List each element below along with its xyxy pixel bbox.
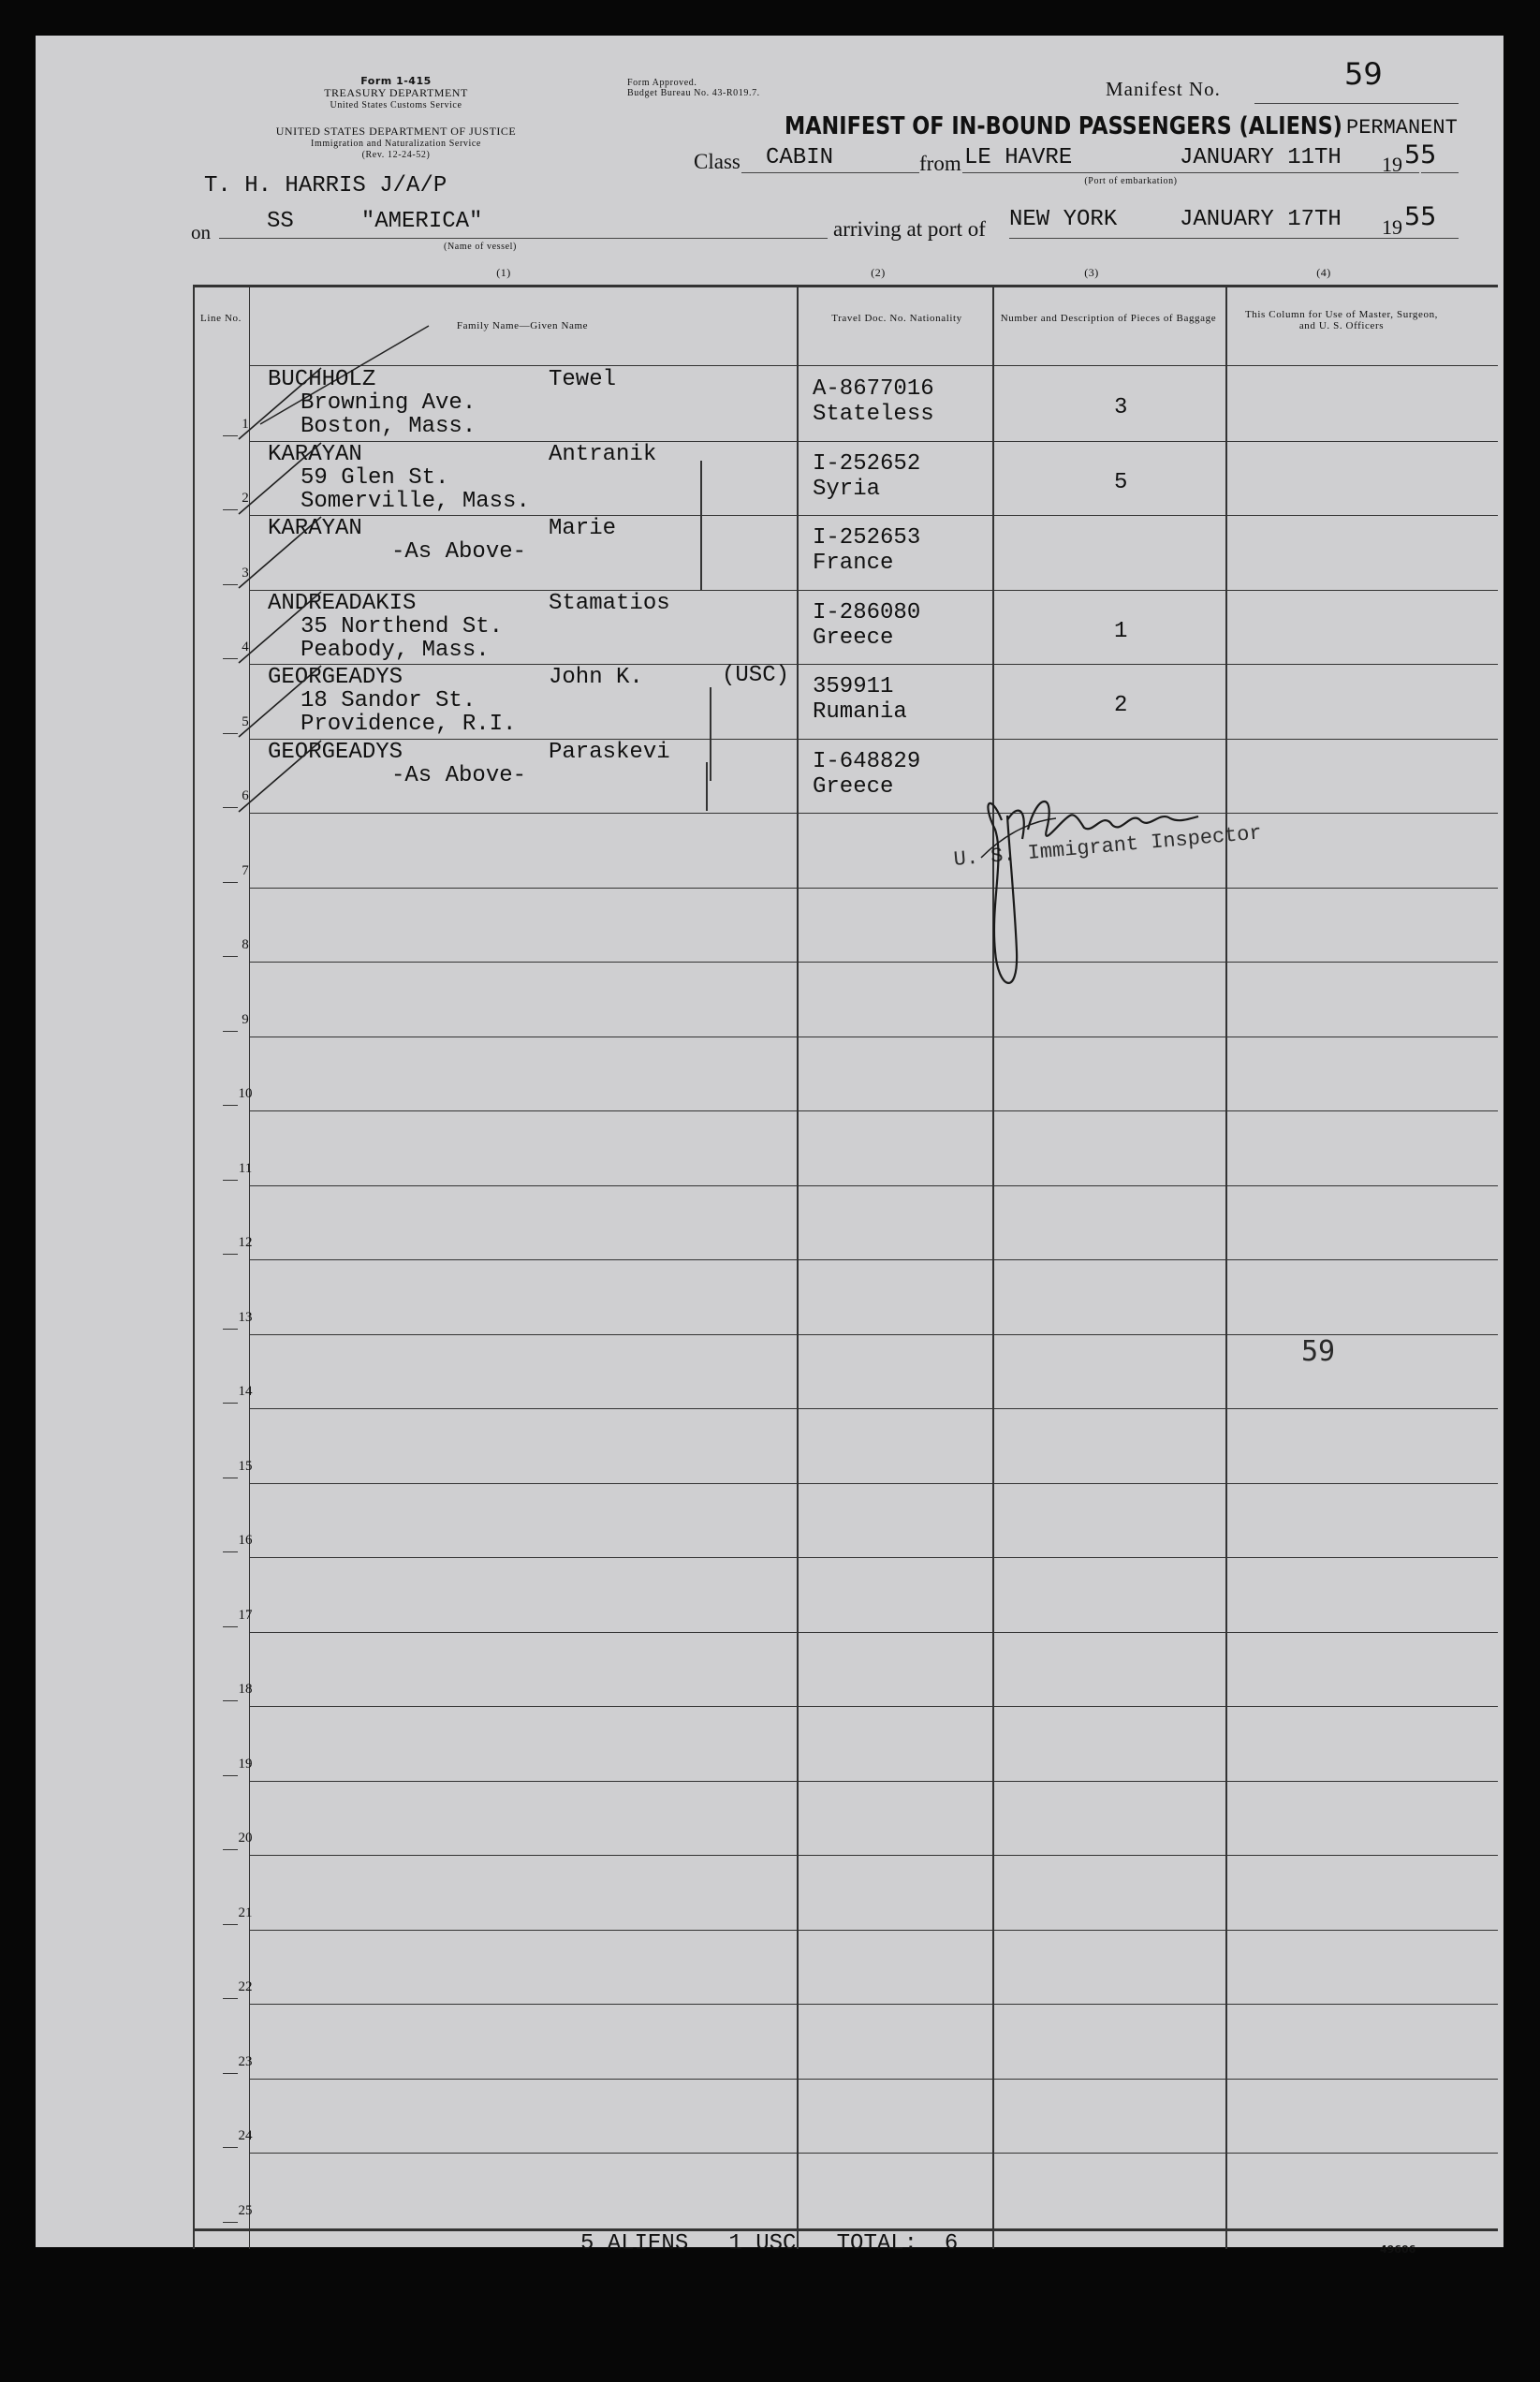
passenger-nationality: Greece (813, 625, 894, 651)
check-mark (227, 733, 330, 817)
passenger-baggage: 2 (1114, 693, 1128, 718)
justice-department: UNITED STATES DEPARTMENT OF JUSTICE (275, 125, 517, 138)
passenger-address-2: Boston, Mass. (301, 414, 477, 439)
family-bracket (700, 461, 702, 590)
class-value: CABIN (766, 145, 834, 170)
passenger-note: (USC) (722, 663, 790, 688)
row-rule (249, 441, 1498, 442)
arriving-label: arriving at port of (833, 217, 986, 241)
line-number: 16 (238, 1533, 253, 1548)
passenger-given-name: Tewel (549, 367, 617, 392)
arrival-year: 55 (1404, 202, 1437, 231)
check-mark-stroke (239, 592, 321, 663)
vessel-rule (219, 238, 828, 239)
passenger-address-1: Browning Ave. (301, 390, 477, 416)
line-tick (223, 2147, 238, 2148)
check-mark-stroke (239, 517, 321, 588)
column-number-1: (1) (496, 266, 511, 279)
row-rule (249, 739, 1498, 740)
row-rule (249, 2153, 1498, 2154)
stamp-number: 59 (1301, 1335, 1336, 1368)
row-rule (249, 1930, 1498, 1931)
arrival-port: NEW YORK (1009, 207, 1118, 232)
row-rule (249, 1408, 1498, 1409)
line-number: 11 (238, 1161, 253, 1176)
line-number: 2 (242, 491, 249, 506)
arrival-date: JANUARY 17TH (1180, 207, 1342, 232)
header-baggage: Number and Description of Pieces of Baggage (1000, 313, 1217, 324)
passenger-family-name: KARAYAN (268, 442, 362, 467)
row-rule (249, 2079, 1498, 2080)
line-tick (223, 1700, 238, 1701)
passenger-given-name: Antranik (549, 442, 657, 467)
passenger-doc-number: I-286080 (813, 600, 921, 625)
line-number: 9 (242, 1012, 249, 1027)
passenger-doc-number: I-252653 (813, 525, 921, 551)
manifest-no: 59 (1344, 56, 1383, 92)
header-family-name: Family Name—Given Name (456, 320, 589, 331)
baggage-column-divider (1225, 287, 1227, 2249)
manifest-no-rule (1254, 103, 1459, 104)
budget-bureau: Budget Bureau No. 43-R019.7. (627, 88, 760, 98)
line-tick (223, 1626, 238, 1627)
line-tick (223, 1180, 238, 1181)
line-number: 14 (238, 1384, 253, 1399)
table-top-border (193, 285, 1498, 287)
row-rule (249, 813, 1498, 814)
passenger-family-name: GEORGEADYS (268, 665, 403, 690)
passenger-nationality: Greece (813, 774, 894, 800)
embark-year: 55 (1404, 140, 1437, 169)
passenger-address-2: Somerville, Mass. (301, 489, 530, 514)
passenger-baggage: 1 (1114, 619, 1128, 644)
check-mark (227, 658, 330, 743)
column-number-4: (4) (1316, 266, 1331, 279)
row-rule (249, 1557, 1498, 1558)
row-rule (249, 1706, 1498, 1707)
line-number: 3 (242, 566, 249, 581)
inspector-title: U. S. Immigrant Inspector (952, 821, 1263, 873)
table-left-border (193, 285, 195, 2249)
family-bracket (706, 762, 708, 811)
line-number: 20 (238, 1831, 253, 1845)
check-mark-stroke (239, 666, 321, 737)
line-tick (223, 1031, 238, 1032)
passenger-address-1: -As Above- (391, 539, 527, 565)
from-value: LE HAVRE (964, 145, 1073, 170)
line-tick (223, 1924, 238, 1925)
class-label: Class (694, 150, 741, 173)
header-line-no: Line No. (200, 313, 242, 324)
line-number: 10 (238, 1086, 253, 1101)
line-tick (223, 1329, 238, 1330)
row-rule (249, 664, 1498, 665)
line-tick (223, 882, 238, 883)
doc-column-divider (992, 287, 994, 2249)
line-number: 4 (242, 640, 249, 654)
row-rule (249, 1855, 1498, 1856)
line-tick (223, 1998, 238, 1999)
line-number: 6 (242, 788, 249, 803)
manifest-no-label: Manifest No. (1106, 78, 1221, 100)
line-number: 7 (242, 863, 249, 878)
passenger-family-name: ANDREADAKIS (268, 591, 417, 616)
line-tick (223, 2222, 238, 2223)
row-rule (249, 515, 1498, 516)
passenger-doc-number: 359911 (813, 674, 894, 699)
footer-total: 5 ALIENS 1 USC TOTAL: 6 (580, 2231, 959, 2257)
line-number: 1 (242, 417, 249, 432)
passenger-address-2: Peabody, Mass. (301, 638, 490, 663)
passenger-address-1: 59 Glen St. (301, 465, 449, 491)
passenger-address-1: -As Above- (391, 763, 527, 788)
check-mark (227, 360, 330, 445)
line-number: 18 (238, 1682, 253, 1697)
passenger-nationality: Rumania (813, 699, 907, 725)
passenger-nationality: France (813, 551, 894, 576)
embark-date: JANUARY 11TH (1180, 145, 1342, 170)
check-mark-stroke (239, 368, 321, 439)
row-rule (249, 888, 1498, 889)
permanent-label: PERMANENT (1346, 116, 1458, 140)
line-number: 12 (238, 1235, 253, 1250)
passenger-address-1: 35 Northend St. (301, 614, 504, 640)
passenger-doc-number: I-252652 (813, 451, 921, 477)
passenger-nationality: Syria (813, 477, 881, 502)
column-number-3: (3) (1084, 266, 1099, 279)
form-revision: (Rev. 12-24-52) (361, 150, 431, 160)
manifest-title: MANIFEST OF IN-BOUND PASSENGERS (ALIENS) (785, 112, 1342, 140)
row-rule (249, 1632, 1498, 1633)
passenger-nationality: Stateless (813, 402, 934, 427)
embark-year-rule (1421, 172, 1459, 173)
passenger-baggage: 5 (1114, 470, 1128, 495)
line-number: 17 (238, 1608, 253, 1623)
passenger-baggage: 3 (1114, 395, 1128, 420)
passenger-family-name: BUCHHOLZ (268, 367, 376, 392)
vessel-name: SS "AMERICA" (267, 209, 483, 234)
on-label: on (191, 221, 211, 243)
header-travel-doc: Travel Doc. No. Nationality (831, 313, 962, 324)
manifest-page (36, 36, 1503, 2257)
row-rule (249, 1483, 1498, 1484)
column-number-2: (2) (871, 266, 886, 279)
line-number: 25 (238, 2203, 253, 2218)
row-rule (249, 1110, 1498, 1111)
check-mark (227, 509, 330, 594)
line-number: 15 (238, 1459, 253, 1474)
inspector-signature (953, 764, 1234, 1026)
check-mark-stroke (239, 443, 321, 514)
row-rule (249, 1259, 1498, 1260)
passenger-family-name: GEORGEADYS (268, 740, 403, 765)
immigration-service: Immigration and Naturalization Service (311, 139, 481, 149)
passenger-given-name: Stamatios (549, 591, 670, 616)
from-rule (962, 172, 1419, 173)
line-tick (223, 1849, 238, 1850)
form-approved: Form Approved. (627, 78, 697, 88)
line-number: 24 (238, 2128, 253, 2143)
line-tick (223, 1775, 238, 1776)
treasury-department: TREASURY DEPARTMENT (324, 86, 468, 99)
row-rule (249, 2004, 1498, 2005)
form-code: 49606 (1380, 2243, 1416, 2256)
arrival-year-prefix: 19 (1382, 215, 1402, 239)
line-number: 8 (242, 937, 249, 952)
agent-name: T. H. HARRIS J/A/P (204, 173, 447, 198)
row-rule (249, 1781, 1498, 1782)
line-number: 23 (238, 2054, 253, 2069)
passenger-doc-number: A-8677016 (813, 376, 934, 402)
line-number: 21 (238, 1905, 253, 1920)
name-column-divider (797, 287, 799, 2249)
line-tick (223, 1254, 238, 1255)
line-tick (223, 1551, 238, 1552)
row-rule (249, 1185, 1498, 1186)
passenger-given-name: John K. (549, 665, 643, 690)
line-tick (223, 1105, 238, 1106)
line-number: 13 (238, 1310, 253, 1325)
check-mark (227, 435, 330, 520)
customs-service: United States Customs Service (330, 100, 462, 110)
row-rule (249, 590, 1498, 591)
family-bracket (710, 687, 711, 781)
port-of-embarkation-label: (Port of embarkation) (1084, 176, 1178, 186)
passenger-address-1: 18 Sandor St. (301, 688, 477, 713)
header-officers: This Column for Use of Master, Surgeon, and U. S. Officers (1244, 309, 1439, 331)
check-mark-stroke (239, 741, 321, 812)
passenger-address-2: Providence, R.I. (301, 712, 517, 737)
class-rule (741, 172, 919, 173)
line-number: 22 (238, 1979, 253, 1994)
line-number: 19 (238, 1757, 253, 1772)
embark-year-prefix: 19 (1382, 153, 1402, 176)
line-number: 5 (242, 714, 249, 729)
passenger-given-name: Paraskevi (549, 740, 670, 765)
check-mark (227, 584, 330, 669)
from-label: from (919, 152, 961, 175)
row-rule (249, 962, 1498, 963)
passenger-family-name: KARAYAN (268, 516, 362, 541)
form-number: Form 1-415 (360, 75, 432, 87)
line-tick (223, 956, 238, 957)
vessel-label: (Name of vessel) (444, 242, 517, 252)
line-tick (223, 2073, 238, 2074)
passenger-doc-number: I-648829 (813, 749, 921, 774)
passenger-given-name: Marie (549, 516, 617, 541)
line-tick (223, 1403, 238, 1404)
